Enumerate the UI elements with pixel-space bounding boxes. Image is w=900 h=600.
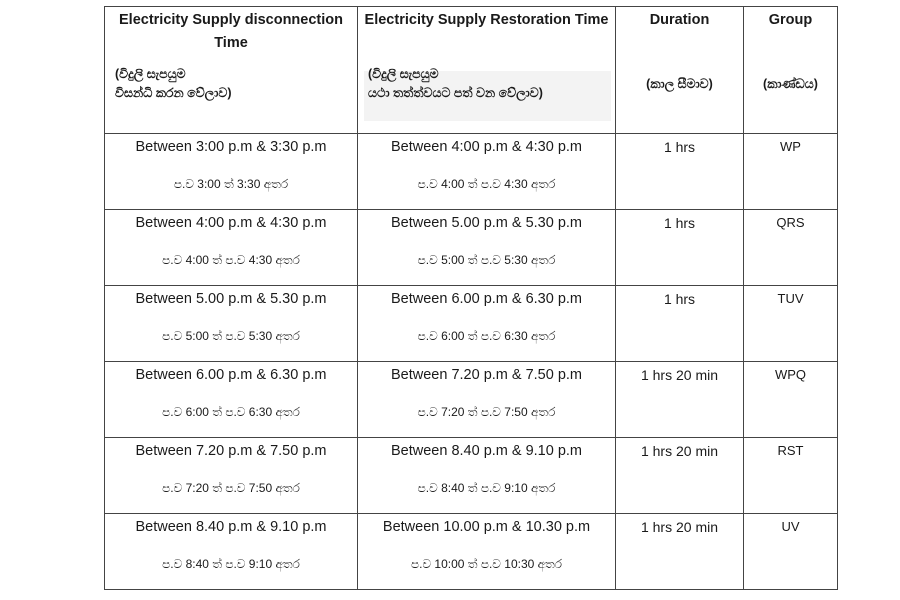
duration-cell [616, 286, 744, 362]
restoration-time-cell [358, 134, 616, 210]
restoration-time-si: ප.ව 7:20 ත් ප.ව 7:50 අතර [417, 405, 556, 419]
restoration-time-en: Between 5.00 p.m & 5.30 p.m [390, 215, 583, 231]
disconnection-time-en: Between 3:00 p.m & 3:30 p.m [135, 139, 327, 155]
group-value: RST [777, 443, 804, 458]
header-group-en: Group [768, 12, 813, 28]
group-cell [744, 514, 838, 590]
header-duration-en: Duration [649, 12, 710, 28]
table-row [105, 210, 838, 286]
restoration-time-cell [358, 514, 616, 590]
group-value: QRS [776, 215, 805, 230]
duration-value: 1 hrs 20 min [640, 367, 719, 383]
header-disconnection-en: Electricity Supply disconnection Time [119, 12, 343, 51]
header-restoration-en: Electricity Supply Restoration Time [364, 12, 609, 28]
disconnection-time-en: Between 6.00 p.m & 6.30 p.m [135, 367, 327, 383]
table-row [105, 134, 838, 210]
disconnection-time-cell [105, 438, 358, 514]
header-group-si: (කාණ්ඩය) [763, 77, 818, 91]
group-value: TUV [777, 291, 804, 306]
restoration-time-cell [358, 286, 616, 362]
disconnection-time-cell [105, 362, 358, 438]
header-duration-cell [616, 7, 744, 134]
restoration-time-si: ප.ව 10:00 ත් ප.ව 10:30 අතර [410, 557, 563, 571]
disconnection-time-si: ප.ව 8:40 ත් ප.ව 9:10 අතර [162, 557, 300, 571]
duration-cell [616, 438, 744, 514]
group-cell [744, 210, 838, 286]
disconnection-time-en: Between 8.40 p.m & 9.10 p.m [135, 519, 327, 535]
group-value: WP [780, 139, 801, 154]
header-restoration-cell [358, 7, 616, 134]
duration-cell [616, 134, 744, 210]
group-value: UV [781, 519, 800, 534]
group-cell [744, 134, 838, 210]
table-row [105, 438, 838, 514]
duration-cell [616, 362, 744, 438]
table-row [105, 286, 838, 362]
disconnection-time-si: ප.ව 7:20 ත් ප.ව 7:50 අතර [162, 481, 300, 495]
restoration-time-en: Between 4:00 p.m & 4:30 p.m [390, 139, 583, 155]
disconnection-time-si: ප.ව 5:00 ත් ප.ව 5:30 අතර [162, 329, 300, 343]
restoration-time-en: Between 10.00 p.m & 10.30 p.m [382, 519, 591, 535]
header-disconnection-si: (විදුලි සැපයුම විසන්ධි කරන වේලාව) [115, 67, 232, 100]
power-cut-schedule-table [104, 6, 838, 590]
disconnection-time-si: ප.ව 3:00 ත් 3:30 අතර [173, 177, 289, 191]
disconnection-time-cell [105, 210, 358, 286]
restoration-time-si: ප.ව 6:00 ත් ප.ව 6:30 අතර [417, 329, 556, 343]
group-cell [744, 438, 838, 514]
header-disconnection-cell [105, 7, 358, 134]
table-row [105, 362, 838, 438]
duration-value: 1 hrs 20 min [640, 443, 719, 459]
disconnection-time-cell [105, 286, 358, 362]
group-value: WPQ [774, 367, 807, 382]
disconnection-time-en: Between 4:00 p.m & 4:30 p.m [135, 215, 327, 231]
disconnection-time-si: ප.ව 6:00 ත් ප.ව 6:30 අතර [162, 405, 300, 419]
duration-cell [616, 514, 744, 590]
restoration-time-en: Between 7.20 p.m & 7.50 p.m [390, 367, 583, 383]
restoration-time-en: Between 6.00 p.m & 6.30 p.m [390, 291, 583, 307]
disconnection-time-cell [105, 134, 358, 210]
duration-value: 1 hrs [663, 291, 696, 307]
header-restoration-si: (විදුලි සැපයුම යථා තත්ත්වයට පත් වන වේලාව) [368, 67, 543, 100]
duration-value: 1 hrs [663, 139, 696, 155]
header-group-cell [744, 7, 838, 134]
restoration-time-cell [358, 438, 616, 514]
table-header-row [105, 7, 838, 134]
group-cell [744, 362, 838, 438]
restoration-time-si: ප.ව 5:00 ත් ප.ව 5:30 අතර [417, 253, 556, 267]
restoration-time-cell [358, 362, 616, 438]
duration-cell [616, 210, 744, 286]
disconnection-time-en: Between 7.20 p.m & 7.50 p.m [135, 443, 327, 459]
restoration-time-en: Between 8.40 p.m & 9.10 p.m [390, 443, 583, 459]
restoration-time-cell [358, 210, 616, 286]
disconnection-time-en: Between 5.00 p.m & 5.30 p.m [135, 291, 327, 307]
restoration-time-si: ප.ව 4:00 ත් ප.ව 4:30 අතර [417, 177, 556, 191]
disconnection-time-cell [105, 514, 358, 590]
header-duration-si: (කාල සීමාව) [646, 77, 713, 91]
disconnection-time-si: ප.ව 4:00 ත් ප.ව 4:30 අතර [162, 253, 300, 267]
duration-value: 1 hrs [663, 215, 696, 231]
restoration-time-si: ප.ව 8:40 ත් ප.ව 9:10 අතර [417, 481, 556, 495]
duration-value: 1 hrs 20 min [640, 519, 719, 535]
group-cell [744, 286, 838, 362]
table-row [105, 514, 838, 590]
